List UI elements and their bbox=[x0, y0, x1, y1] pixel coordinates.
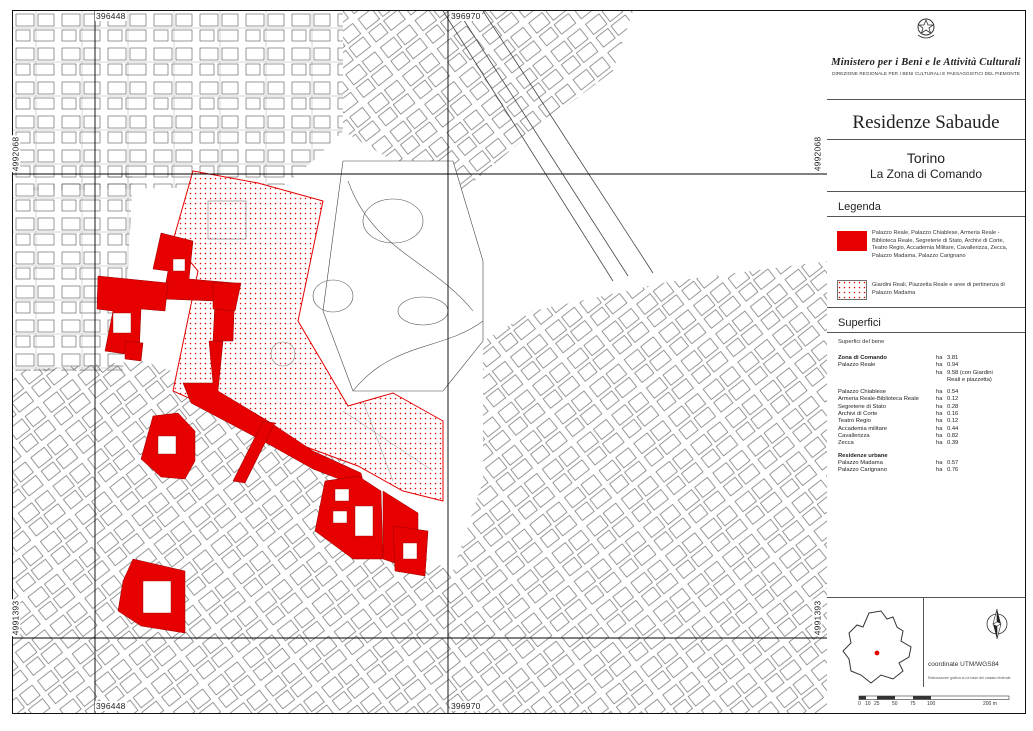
scale-label: 25 bbox=[874, 701, 880, 707]
superfici-unit: ha bbox=[936, 396, 943, 403]
scale-label: 10 bbox=[865, 701, 871, 707]
map-frame[interactable] bbox=[12, 10, 829, 714]
superfici-name: Teatro Regio bbox=[838, 418, 871, 425]
superfici-value: 0.12 bbox=[947, 418, 959, 425]
public-gardens bbox=[313, 161, 483, 391]
superfici-row bbox=[838, 389, 1023, 396]
superfici-unit bbox=[936, 377, 947, 384]
coord-x-right-top: 396970 bbox=[451, 11, 481, 21]
city-title: Torino bbox=[906, 150, 946, 166]
superfici-unit: ha bbox=[936, 411, 943, 418]
superfici-name: Zona di Comando bbox=[838, 355, 887, 361]
superfici-name: Archivi di Corte bbox=[838, 411, 878, 418]
zone-title: La Zona di Comando bbox=[869, 167, 983, 181]
location-dot-icon bbox=[875, 651, 880, 656]
piemonte-region-inset-icon bbox=[841, 609, 917, 689]
superfici-name: Palazzo Madama bbox=[838, 459, 883, 466]
superfici-row bbox=[838, 404, 1023, 411]
superfici-value: 0.94 bbox=[947, 362, 959, 369]
legend-swatch-buildings-fill bbox=[837, 231, 867, 251]
superfici-table bbox=[838, 355, 1023, 474]
scale-label: 100 bbox=[927, 701, 936, 707]
superfici-unit: ha bbox=[936, 403, 943, 410]
superfici-value: 9.58 (con Giardini bbox=[947, 369, 993, 376]
superfici-value bbox=[947, 453, 1023, 460]
scale-note: Elaborazione grafica su la base dei catasto federale bbox=[928, 676, 1011, 680]
superfici-name bbox=[838, 370, 936, 377]
superfici-unit: ha bbox=[936, 362, 943, 369]
superfici-unit: ha bbox=[936, 389, 943, 396]
divider bbox=[827, 216, 1025, 217]
superfici-value: 0.28 bbox=[947, 403, 959, 410]
superfici-unit: ha bbox=[936, 459, 943, 466]
superfici-row bbox=[838, 460, 1023, 467]
superfici-row bbox=[838, 377, 1023, 384]
superfici-row bbox=[838, 362, 1023, 369]
map-canvas bbox=[13, 11, 828, 713]
superfici-name: Accademia militare bbox=[838, 425, 887, 432]
coord-y-top-left: 4992068 bbox=[10, 136, 21, 172]
superfici-row bbox=[838, 418, 1023, 425]
superfici-value: 0.57 bbox=[947, 459, 959, 466]
superfici-value: 0.16 bbox=[947, 411, 959, 418]
superfici-name: Palazzo Reale bbox=[838, 362, 876, 369]
superfici-unit bbox=[936, 453, 947, 460]
superfici-name: Palazzo Chiablese bbox=[838, 389, 887, 396]
superfici-unit: ha bbox=[936, 467, 943, 474]
inset-divider bbox=[923, 597, 924, 687]
superfici-value: 0.39 bbox=[947, 440, 959, 447]
superfici-row bbox=[838, 467, 1023, 474]
superfici-row bbox=[838, 433, 1023, 440]
legend-text-buildings: Palazzo Reale, Palazzo Chiablese, Armeria Reale - Biblioteca Reale, Segreterie di Stato, Archivi di Corte, Teatro Regio, Accademia Militare, Cavallerizza, Zecca, Palazzo Madama, Palazzo Carignano bbox=[872, 230, 1008, 259]
coord-y-top-right: 4992068 bbox=[812, 136, 823, 172]
superfici-value: 0.44 bbox=[947, 425, 959, 432]
north-arrow-icon bbox=[983, 605, 1011, 643]
superfici-name: Armeria Reale-Biblioteca Reale bbox=[838, 396, 919, 403]
project-title: Residenze Sabaude bbox=[852, 112, 1000, 133]
superfici-heading: Superfici bbox=[838, 317, 881, 329]
superfici-unit: ha bbox=[936, 418, 943, 425]
urban-blocks-right bbox=[453, 261, 828, 713]
legend-swatch-gardens-fill bbox=[837, 280, 867, 300]
divider bbox=[827, 597, 1025, 598]
superfici-row bbox=[838, 440, 1023, 447]
superfici-unit: ha bbox=[936, 355, 943, 361]
superfici-row bbox=[838, 355, 1023, 362]
coordinate-system-note: coordinate UTM/WGS84 bbox=[928, 661, 999, 668]
divider bbox=[827, 191, 1025, 192]
coord-y-bottom-right: 4991393 bbox=[812, 600, 823, 636]
scale-label: 50 bbox=[892, 701, 898, 707]
coord-x-left-bottom: 396448 bbox=[96, 701, 126, 711]
italian-republic-emblem-icon bbox=[914, 15, 938, 41]
coord-x-left-top: 396448 bbox=[96, 11, 126, 21]
info-panel bbox=[827, 10, 1026, 714]
divider bbox=[827, 99, 1025, 100]
ministry-name: Ministero per i Beni e le Attività Culturali bbox=[831, 57, 1021, 68]
superfici-value: 0.76 bbox=[947, 467, 959, 474]
superfici-unit: ha bbox=[936, 425, 943, 432]
legend-text-gardens: Giardini Reali, Piazzetta Reale e aree di pertinenza di Palazzo Madama bbox=[872, 282, 1005, 296]
legend-heading: Legenda bbox=[838, 201, 881, 213]
divider bbox=[827, 332, 1025, 333]
divider bbox=[827, 307, 1025, 308]
coord-y-bottom-left: 4991393 bbox=[10, 600, 21, 636]
superfici-caption: Superfici del bene bbox=[838, 339, 885, 345]
coord-x-right-bottom: 396970 bbox=[451, 701, 481, 711]
scale-label: 0 bbox=[858, 701, 861, 707]
superfici-unit: ha bbox=[936, 432, 943, 439]
superfici-name: Palazzo Carignano bbox=[838, 467, 887, 474]
superfici-name: Zecca bbox=[838, 440, 854, 447]
superfici-unit: ha bbox=[936, 369, 943, 376]
superfici-name bbox=[838, 377, 936, 384]
superfici-value: 0.54 bbox=[947, 389, 959, 396]
superfici-value: 0.12 bbox=[947, 396, 959, 403]
superfici-value: 0.82 bbox=[947, 432, 959, 439]
superfici-value: 3.81 bbox=[947, 355, 959, 361]
superfici-row bbox=[838, 396, 1023, 403]
superfici-unit: ha bbox=[936, 440, 943, 447]
ministry-subtitle: DIREZIONE REGIONALE PER I BENI CULTURALI E PAESAGGISTICI DEL PIEMONTE bbox=[832, 71, 1020, 76]
legend-swatch-buildings bbox=[837, 231, 867, 251]
scale-label: 75 bbox=[910, 701, 916, 707]
legend-swatch-gardens bbox=[837, 280, 867, 300]
superfici-name: Segreterie di Stato bbox=[838, 403, 887, 410]
scale-label: 200 m bbox=[983, 701, 997, 707]
superfici-row bbox=[838, 426, 1023, 433]
superfici-value: Reali e piazzetta) bbox=[947, 376, 992, 383]
superfici-row bbox=[838, 370, 1023, 377]
superfici-name: Residenze urbane bbox=[838, 452, 888, 459]
superfici-name: Cavallerizza bbox=[838, 432, 870, 439]
superfici-row bbox=[838, 411, 1023, 418]
divider bbox=[827, 139, 1025, 140]
superfici-row bbox=[838, 453, 1023, 460]
